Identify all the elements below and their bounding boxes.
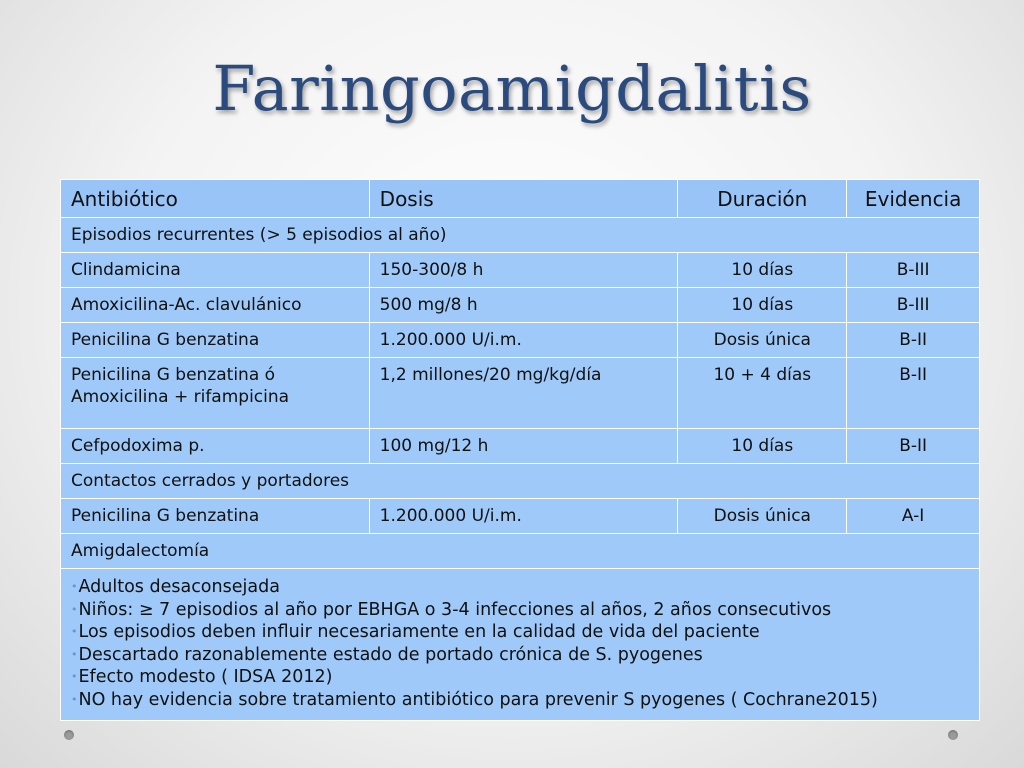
table-header-row: [61, 180, 980, 218]
header-duracion: Duración: [678, 180, 847, 218]
header-evidencia: Evidencia: [847, 180, 980, 218]
cell-antibiotico: Penicilina G benzatina: [61, 499, 370, 534]
cell-duracion: 10 + 4 días: [678, 358, 847, 429]
bullet-list: [61, 569, 980, 721]
cell-antibiotico: [61, 358, 370, 429]
section-recurrentes: Episodios recurrentes (> 5 episodios al año): [61, 218, 980, 253]
cell-evidencia: A-I: [847, 499, 980, 534]
cell-duracion: 10 días: [678, 429, 847, 464]
cell-dosis: 1.200.000 U/i.m.: [369, 323, 678, 358]
cell-dosis: 100 mg/12 h: [369, 429, 678, 464]
section-contactos: Contactos cerrados y portadores: [61, 464, 980, 499]
cell-evidencia: B-II: [847, 358, 980, 429]
list-item: • Adultos desaconsejada: [71, 576, 969, 599]
cell-evidencia: B-II: [847, 323, 980, 358]
antibiotic-table: [60, 179, 980, 721]
cell-evidencia: B-II: [847, 429, 980, 464]
bullets-row: [61, 569, 980, 721]
table-row: [61, 288, 980, 323]
cell-dosis: 1.200.000 U/i.m.: [369, 499, 678, 534]
list-item: • Descartado razonablemente estado de portado crónica de S. pyogenes: [71, 644, 969, 667]
decorative-dot-right: [948, 730, 958, 740]
cell-duracion: Dosis única: [678, 499, 847, 534]
section-row: [61, 464, 980, 499]
cell-evidencia: B-III: [847, 288, 980, 323]
header-dosis: Dosis: [369, 180, 678, 218]
cell-dosis: 150-300/8 h: [369, 253, 678, 288]
header-antibiotico: Antibiótico: [61, 180, 370, 218]
list-item: • Niños: ≥ 7 episodios al año por EBHGA o 3-4 infecciones al años, 2 años consecutivos: [71, 599, 969, 622]
table-row: [61, 499, 980, 534]
cell-antibiotico-line: Penicilina G benzatina ó: [71, 365, 276, 385]
cell-antibiotico-line: Amoxicilina + rifampicina: [71, 387, 290, 407]
section-amigdalectomia: Amigdalectomía: [61, 534, 980, 569]
decorative-dot-left: [64, 730, 74, 740]
section-row: [61, 534, 980, 569]
table-row: [61, 429, 980, 464]
cell-dosis: 500 mg/8 h: [369, 288, 678, 323]
cell-antibiotico: Clindamicina: [61, 253, 370, 288]
cell-antibiotico: Amoxicilina-Ac. clavulánico: [61, 288, 370, 323]
cell-evidencia: B-III: [847, 253, 980, 288]
list-item: • Efecto modesto ( IDSA 2012): [71, 666, 969, 689]
table-row: [61, 253, 980, 288]
table-row: [61, 358, 980, 429]
section-row: [61, 218, 980, 253]
list-item: • Los episodios deben influir necesariamente en la calidad de vida del paciente: [71, 621, 969, 644]
cell-duracion: 10 días: [678, 253, 847, 288]
cell-antibiotico: Cefpodoxima p.: [61, 429, 370, 464]
cell-dosis: 1,2 millones/20 mg/kg/día: [369, 358, 678, 429]
cell-duracion: Dosis única: [678, 323, 847, 358]
cell-duracion: 10 días: [678, 288, 847, 323]
table-row: [61, 323, 980, 358]
slide-title: Faringoamigdalitis: [212, 52, 812, 125]
list-item: • NO hay evidencia sobre tratamiento antibiótico para prevenir S pyogenes ( Cochrane2015): [71, 689, 969, 712]
cell-antibiotico: Penicilina G benzatina: [61, 323, 370, 358]
